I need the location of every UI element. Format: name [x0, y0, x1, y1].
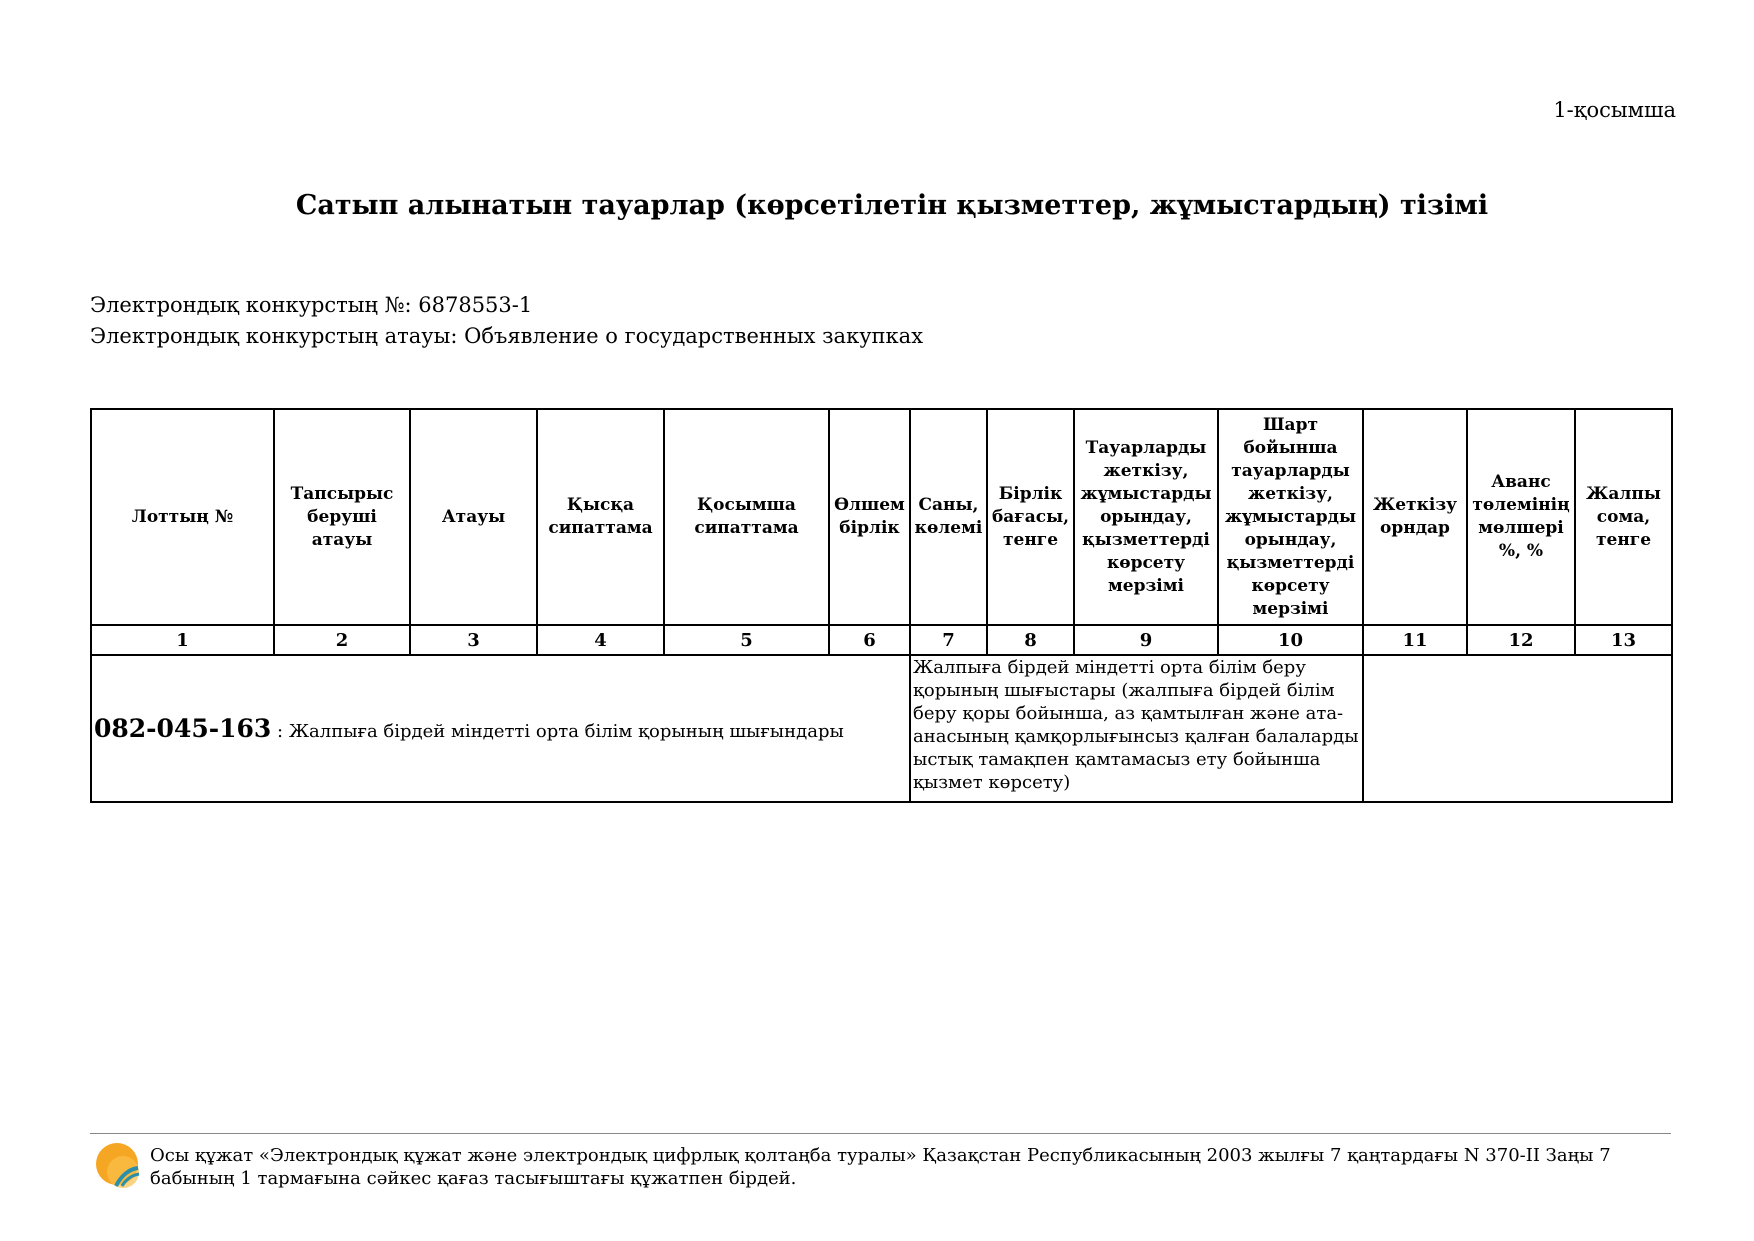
tender-name-label: Электрондық конкурстың атауы: — [90, 324, 465, 348]
column-number: 6 — [829, 625, 910, 655]
column-number: 2 — [274, 625, 410, 655]
column-number: 9 — [1074, 625, 1218, 655]
header-cell: Тапсырыс беруші атауы — [274, 409, 410, 625]
header-cell: Аванс төлемінің мөлшері %, % — [1467, 409, 1575, 625]
tender-name-value: Объявление о государственных закупках — [464, 324, 924, 348]
tender-number-value: 6878553-1 — [418, 293, 533, 317]
column-number-row — [91, 625, 1672, 655]
header-cell: Шарт бойынша тауарларды жеткізу, жұмыстарды орындау, қызметтерді көрсету мерзімі — [1218, 409, 1363, 625]
column-number: 7 — [910, 625, 987, 655]
goods-table — [90, 408, 1673, 803]
column-number: 1 — [91, 625, 274, 655]
tender-name-line — [90, 321, 923, 352]
tender-meta — [90, 290, 923, 352]
lot-name: Жалпыға бірдей міндетті орта білім қорының шығындары — [288, 721, 844, 742]
column-number: 5 — [664, 625, 829, 655]
header-cell: Лоттың № — [91, 409, 274, 625]
empty-cell — [1363, 655, 1672, 802]
header-cell: Өлшем бірлік — [829, 409, 910, 625]
header-cell: Бірлік бағасы, тенге — [987, 409, 1074, 625]
tender-number-line — [90, 290, 923, 321]
column-number: 10 — [1218, 625, 1363, 655]
sun-logo-icon — [94, 1140, 140, 1188]
column-number: 11 — [1363, 625, 1467, 655]
lot-separator: : — [271, 721, 289, 742]
lot-cell — [91, 655, 910, 802]
column-number: 3 — [410, 625, 537, 655]
header-cell: Қосымша сипаттама — [664, 409, 829, 625]
header-cell: Тауарларды жеткізу, жұмыстарды орындау, қызметтерді көрсету мерзімі — [1074, 409, 1218, 625]
legal-notice: Осы құжат «Электрондық құжат және электрондық цифрлық қолтаңба туралы» Қазақстан Республикасының 2003 жылғы 7 қаңтардағы N 370-II Заңы 7 бабының 1 тармағына сәйкес қағаз тасығыштағы құжатпен бірдей. — [150, 1145, 1611, 1189]
header-cell: Жеткізу орндар — [1363, 409, 1467, 625]
header-cell: Саны, көлемі — [910, 409, 987, 625]
column-number: 4 — [537, 625, 664, 655]
footer — [90, 1133, 1671, 1189]
table-row — [91, 655, 1672, 802]
lot-code: 082-045-163 — [94, 714, 272, 743]
table-header-row — [91, 409, 1672, 625]
header-cell: Қысқа сипаттама — [537, 409, 664, 625]
column-number: 12 — [1467, 625, 1575, 655]
column-number: 13 — [1575, 625, 1672, 655]
tender-number-label: Электрондық конкурстың №: — [90, 293, 419, 317]
annex-label: 1-қосымша — [1553, 98, 1676, 122]
header-cell: Жалпы сома, тенге — [1575, 409, 1672, 625]
page-title: Сатып алынатын тауарлар (көрсетілетін қызметтер, жұмыстардың) тізімі — [295, 190, 1489, 221]
column-number: 8 — [987, 625, 1074, 655]
header-cell: Атауы — [410, 409, 537, 625]
lot-specifics: Жалпыға бірдей міндетті орта білім беру қорының шығыстары (жалпыға бірдей білім беру қоры бойынша, аз қамтылған және ата-анасының қамқорлығынсыз қалған балаларды ыстық тамақпен қамтамасыз ету бойынша қызмет көрсету) — [910, 655, 1363, 802]
